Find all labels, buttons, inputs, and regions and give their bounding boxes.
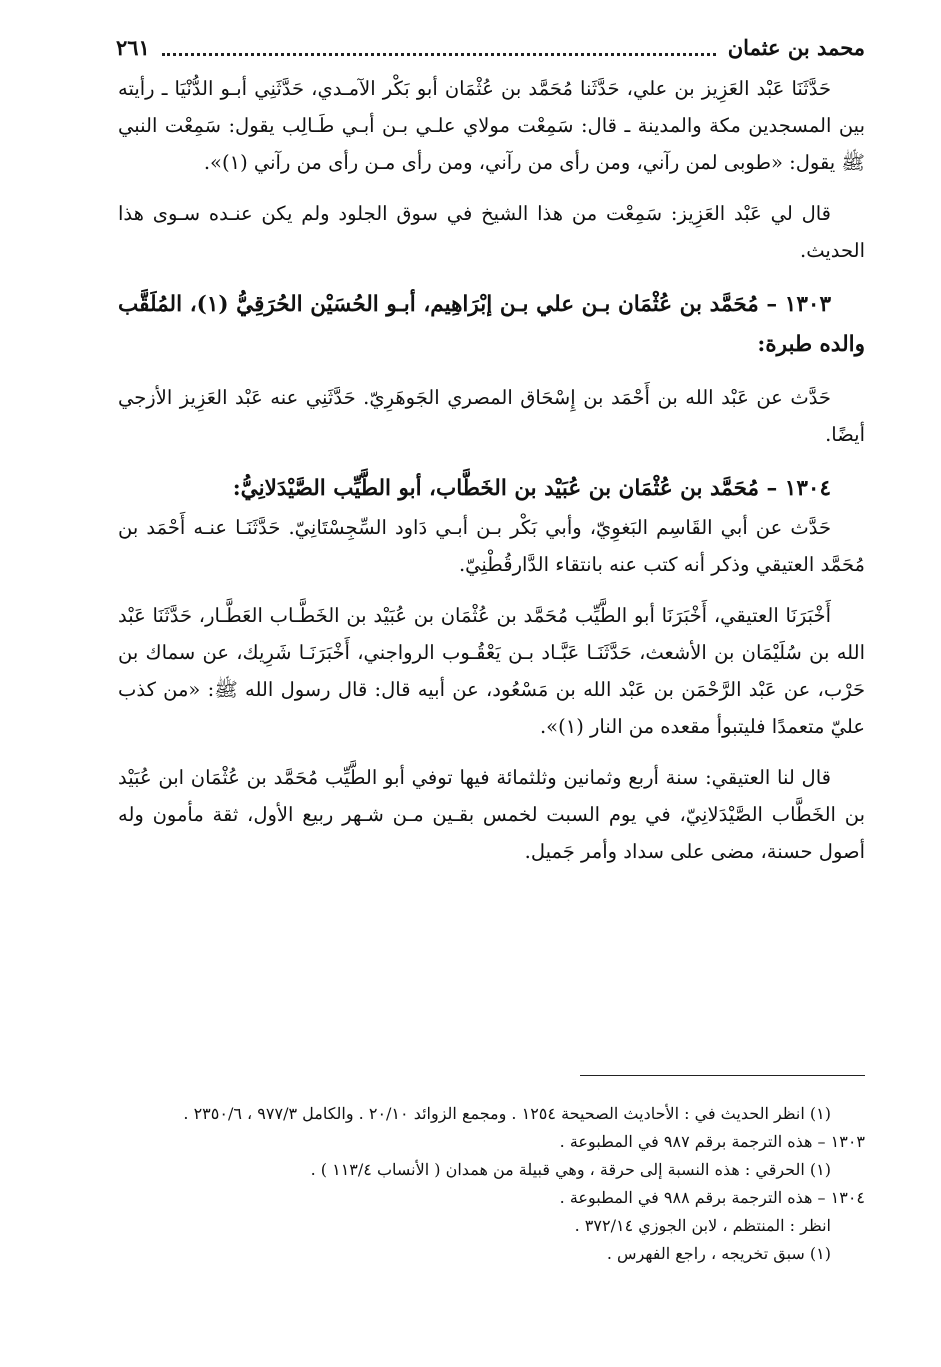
paragraph: قال لي عَبْد العَزِيز: سَمِعْت من هذا الشيخ في سوق الجلود ولم يكن عنـده سـوى هذا الحديث.	[118, 202, 865, 262]
main-text	[118, 70, 865, 870]
footnote: ١٣٠٣ – هذه الترجمة برقم ٩٨٧ في المطبوعة .	[559, 1132, 865, 1151]
paragraph: حَدَّث عن عَبْد الله بن أَحْمَد بن إِسْحَاق المصري الجَوهَرِيّ. حَدَّثَنِي عنه عَبْد العَزِيز الأزجي أيضًا.	[118, 386, 865, 446]
footnote-separator	[580, 1075, 865, 1076]
header-leader-dots	[162, 39, 716, 56]
footnote: انظر : المنتظم ، لابن الجوزي ٣٧٢/١٤ .	[574, 1216, 831, 1235]
running-title: محمد بن عثمان	[727, 34, 865, 60]
footnote: (١) انظر الحديث في : الأحاديث الصحيحة ١٢٥٤ . ومجمع الزوائد ٢٠/١٠ . والكامل ٩٧٧/٣ ، ٢٣٥٠/٦ .	[183, 1104, 831, 1123]
page-number: ٢٦١	[116, 34, 150, 60]
entry-heading-1303: ١٣٠٣ – مُحَمَّد بن عُثْمَان بـن علي بـن إبْرَاهِيم، أبـو الحُسَيْن الحُرَقِيُّ (١)، المُلَقَّب والده طبرة:	[118, 292, 865, 357]
paragraph: حَدَّث عن أبي القَاسِم البَغوِيّ، وأبي بَكْر بـن أبـي دَاود السِّجِسْتَانِيّ. حَدَّثَنَـا عنـه أَحْمَد بن مُحَمَّد العتيقي وذكر أنه كتب عنه بانتقاء الدَّارقُطْنِيّ.	[118, 516, 865, 576]
page-header	[116, 30, 865, 64]
paragraph: أَخْبَرَنَا العتيقي، أَخْبَرَنَا أبو الطَّيِّب مُحَمَّد بن عُثْمَان بن عُبَيْد بن الخَطَّـاب العَطَّـار، حَدَّثَنَا عَبْد الله بن سُلَيْمَان بن الأشعث، حَدَّثَنَـا عَبَّـاد بـن يَعْقُـوب الرواجني، أَخْبَرَنَـا شَرِيك، عن سماك بن حَرْب، عن عَبْد الرَّحْمَن بن عَبْد الله بن مَسْعُود، عن أبيه قال: قال رسول الله ﷺ: «من كذب عليّ متعمدًا فليتبوأ مقعده من النار (١)».	[118, 604, 865, 738]
entry-heading-1304: ١٣٠٤ – مُحَمَّد بن عُثْمَان بن عُبَيْد بن الخَطَّاب، أبو الطَّيِّب الصَّيْدَلانِيُّ:	[232, 476, 831, 501]
paragraph: قال لنا العتيقي: سنة أربع وثمانين وثلثمائة فيها توفي أبو الطَّيِّب مُحَمَّد بن عُثْمَان ابن عُبَيْد بن الخَطَّاب الصَّيْدَلانِيّ، في يوم السبت لخمس بقـين مـن شـهر ربيع الأول، ثقة مأمون وله أصول حسنة، مضى على سداد وأمر جَميل.	[118, 766, 865, 863]
footnote: ١٣٠٤ – هذه الترجمة برقم ٩٨٨ في المطبوعة .	[559, 1188, 865, 1207]
footnote: (١) سبق تخريجه ، راجع الفهرس .	[606, 1244, 831, 1263]
footnote: (١) الحرقي : هذه النسبة إلى حرقة ، وهي قبيلة من همدان ( الأنساب ١١٣/٤ ) .	[310, 1160, 831, 1179]
footnotes	[118, 1100, 865, 1268]
paragraph: حَدَّثَنَا عَبْد العَزِيز بن علي، حَدَّثَنا مُحَمَّد بن عُثْمَان أبو بَكْر الآمـدي، حَدَّثَنِي أبـو الدُّنْيَا ـ رأيته بين المسجدين مكة والمدينة ـ قال: سَمِعْت مولاي علـي بـن أبـي طَـالِب يقول: سَمِعْت النبي ﷺ يقول: «طوبى لمن رآني، ومن رأى من رآني، ومن رأى مـن رأى من رآني (١)».	[118, 77, 865, 174]
